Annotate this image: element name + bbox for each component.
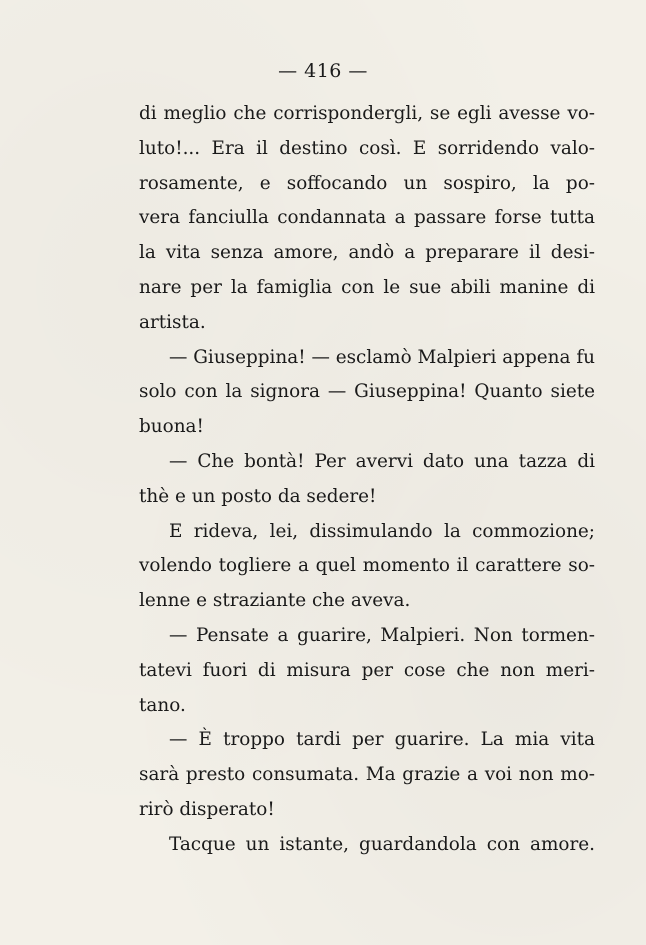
text-line: tano. bbox=[139, 694, 186, 716]
text-line: Tacque un istante, guardandola con amore. bbox=[169, 833, 595, 855]
text-line: vera fanciulla condannata a passare forse tutta bbox=[139, 207, 595, 229]
text-line: volendo togliere a quel momento il carattere so- bbox=[139, 555, 595, 577]
text-line: solo con la signora — Giuseppina! Quanto siete bbox=[139, 381, 595, 403]
text-line: sarà presto consumata. Ma grazie a voi non mo- bbox=[139, 764, 595, 786]
text-line: — Che bontà! Per avervi dato una tazza di bbox=[169, 450, 595, 472]
text-line: buona! bbox=[139, 416, 204, 438]
text-line: — Giuseppina! — esclamò Malpieri appena fu bbox=[169, 346, 595, 368]
body-text bbox=[139, 97, 595, 863]
text-line: tatevi fuori di misura per cose che non meri- bbox=[139, 659, 595, 681]
text-line: lenne e straziante che aveva. bbox=[139, 590, 411, 612]
text-line: la vita senza amore, andò a preparare il desi- bbox=[139, 242, 595, 264]
text-line: E rideva, lei, dissimulando la commozione; bbox=[169, 520, 595, 542]
text-line: di meglio che corrispondergli, se egli avesse vo- bbox=[139, 103, 595, 124]
text-line: rosamente, e soffocando un sospiro, la po- bbox=[139, 172, 595, 194]
text-line: rirò disperato! bbox=[139, 798, 275, 820]
text-line: — È troppo tardi per guarire. La mia vita bbox=[169, 729, 595, 751]
text-line: thè e un posto da sedere! bbox=[139, 485, 377, 507]
page-number: — 416 — bbox=[278, 60, 368, 82]
text-line: luto!... Era il destino così. E sorridendo valo- bbox=[139, 137, 595, 159]
text-line: nare per la famiglia con le sue abili manine di bbox=[139, 276, 595, 298]
text-line: — Pensate a guarire, Malpieri. Non tormen- bbox=[169, 624, 595, 646]
text-line: artista. bbox=[139, 311, 206, 333]
